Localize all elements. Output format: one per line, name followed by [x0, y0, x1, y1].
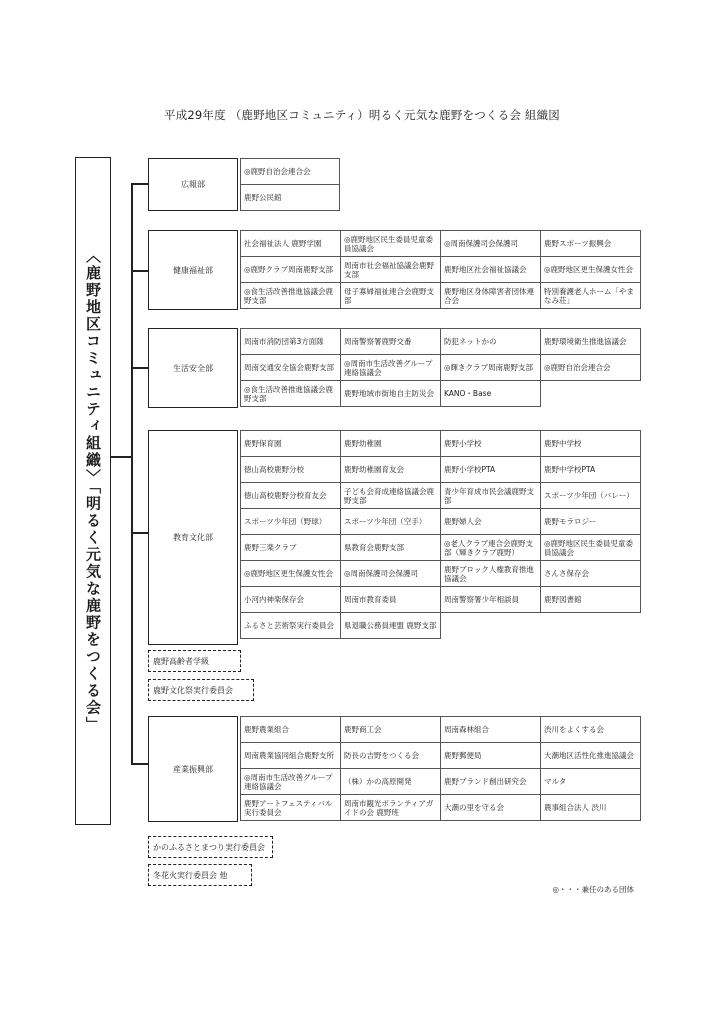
member-cell: 鹿野地区身体障害者団体連合会: [441, 283, 541, 309]
member-cell: ◎鹿野自治会連合会: [541, 355, 641, 381]
member-cell: 鹿野中学校PTA: [541, 457, 641, 483]
member-cell: 特別養護老人ホーム「やまなみ荘」: [541, 283, 641, 309]
member-cell: ◎鹿野地区民生委員児童委員協議会: [541, 535, 641, 561]
member-cell: 鹿野環境衛生推進協議会: [541, 329, 641, 355]
committee-koreisha: 鹿野高齢者学級: [148, 650, 241, 672]
member-cell: 子ども会育成連絡協議会鹿野支部: [341, 483, 441, 509]
member-cell: ◎周南保護司会保護司: [341, 561, 441, 587]
member-cell: 周南森林組合: [441, 717, 541, 743]
member-cell: ◎周南市生活改善グループ連絡協議会: [341, 355, 441, 381]
member-cell: スポーツ少年団（バレー）: [541, 483, 641, 509]
members-seikatsu: [240, 328, 641, 407]
member-cell: 鹿野ブランド創出研究会: [441, 769, 541, 795]
member-cell: 渋川をよくする会: [541, 717, 641, 743]
member-cell: 防犯ネットかの: [441, 329, 541, 355]
member-cell: ◎食生活改善推進協議会鹿野支部: [241, 381, 341, 407]
member-cell: 大潮の里を守る会: [441, 795, 541, 821]
member-cell: マルタ: [541, 769, 641, 795]
member-cell: 小河内神楽保存会: [241, 587, 341, 613]
member-cell: 鹿野小学校: [441, 431, 541, 457]
member-cell: ◎周南保護司会保護司: [441, 231, 541, 257]
dept-seikatsu: 生活安全部: [148, 328, 238, 408]
member-cell: 徳山高校鹿野分校: [241, 457, 341, 483]
member-cell: 鹿野幼稚園育友会: [341, 457, 441, 483]
member-cell: 鹿野アートフェスティバル実行委員会: [241, 795, 341, 821]
member-cell: 母子寡婦福祉連合会鹿野支部: [341, 283, 441, 309]
member-cell: 鹿野幼稚園: [341, 431, 441, 457]
member-cell: 鹿野公民館: [241, 185, 340, 211]
committee-fuyuhanabi: 冬花火実行委員会 他: [148, 864, 252, 886]
member-cell: KANO・Base: [441, 381, 541, 407]
members-koho: [240, 158, 340, 211]
member-cell: ふるさと芸術祭実行委員会: [241, 613, 341, 639]
member-cell: 鹿野図書館: [541, 587, 641, 613]
member-cell: 鹿野婦人会: [441, 509, 541, 535]
member-cell: さんさ保存会: [541, 561, 641, 587]
legend-note: ◎・・・兼任のある団体: [552, 885, 634, 894]
dept-kenko: 健康福祉部: [148, 230, 238, 310]
org-root-box: [75, 157, 111, 825]
member-cell: 鹿野郵便局: [441, 743, 541, 769]
page-title: 平成29年度 （鹿野地区コミュニティ）明るく元気な鹿野をつくる会 組織図: [164, 108, 560, 122]
member-cell: 鹿野商工会: [341, 717, 441, 743]
member-cell: 周南警察署少年相談員: [441, 587, 541, 613]
member-cell: 周南市社会福祉協議会鹿野支部: [341, 257, 441, 283]
member-cell: 鹿野三楽クラブ: [241, 535, 341, 561]
member-cell: ◎鹿野地区更生保護女性会: [241, 561, 341, 587]
members-sangyo: [240, 716, 641, 821]
member-cell: 鹿野中学校: [541, 431, 641, 457]
member-cell: ◎周南市生活改善グループ連絡協議会: [241, 769, 341, 795]
branch-kenko: [131, 270, 148, 272]
committee-bunkasai: 鹿野文化祭実行委員会: [148, 679, 254, 701]
member-cell: ◎老人クラブ連合会鹿野支部（輝きクラブ鹿野）: [441, 535, 541, 561]
member-cell: 鹿野ブロック人権教育推進協議会: [441, 561, 541, 587]
member-cell: スポーツ少年団（空手）: [341, 509, 441, 535]
member-cell: 社会福祉法人 鹿野学園: [241, 231, 341, 257]
root-connector: [111, 456, 131, 458]
branch-koho: [131, 183, 148, 185]
member-cell: 周南農業協同組合鹿野支所: [241, 743, 341, 769]
member-cell: （株）かの高原開発: [341, 769, 441, 795]
member-cell: ◎鹿野地区民生委員児童委員協議会: [341, 231, 441, 257]
member-cell: 周南市消防団第3方面隊: [241, 329, 341, 355]
member-cell: 鹿野地区社会福祉協議会: [441, 257, 541, 283]
member-cell: 鹿野地域市街地自主防災会: [341, 381, 441, 407]
member-cell: 周南市観光ボランティアガイドの会 鹿野班: [341, 795, 441, 821]
member-cell: 鹿野小学校PTA: [441, 457, 541, 483]
member-cell: 県教育会鹿野支部: [341, 535, 441, 561]
member-cell: 鹿野農業組合: [241, 717, 341, 743]
dept-koho: 広報部: [148, 158, 238, 211]
branch-seikatsu: [131, 367, 148, 369]
members-kenko: [240, 230, 641, 309]
dept-sangyo: 産業振興部: [148, 716, 238, 822]
member-cell: 県退職公務員連盟 鹿野支部: [341, 613, 441, 639]
member-cell: 青少年育成市民会議鹿野支部: [441, 483, 541, 509]
member-cell: 農事組合法人 渋川: [541, 795, 641, 821]
member-cell: スポーツ少年団（野球）: [241, 509, 341, 535]
empty-cell: [541, 381, 641, 407]
member-cell: ◎鹿野地区更生保護女性会: [541, 257, 641, 283]
member-cell: 大潮地区活性化推進協議会: [541, 743, 641, 769]
member-cell: ◎鹿野クラブ周南鹿野支部: [241, 257, 341, 283]
org-label: 〈鹿野地区コミュニティ組織〉「明るく元気な鹿野をつくる会」: [84, 247, 102, 734]
member-cell: 防長の吉野をつくる会: [341, 743, 441, 769]
members-kyoiku: [240, 430, 641, 639]
member-cell: 周南交通安全協会鹿野支部: [241, 355, 341, 381]
branch-kyoiku: [131, 532, 148, 534]
branch-sangyo: [131, 763, 148, 765]
empty-cell: [541, 613, 641, 639]
member-cell: 周南警察署鹿野交番: [341, 329, 441, 355]
empty-cell: [441, 613, 541, 639]
member-cell: 鹿野モラロジー: [541, 509, 641, 535]
member-cell: 徳山高校鹿野分校育友会: [241, 483, 341, 509]
member-cell: 周南市教育委員: [341, 587, 441, 613]
member-cell: ◎鹿野自治会連合会: [241, 159, 340, 185]
member-cell: 鹿野スポーツ振興会: [541, 231, 641, 257]
committee-furusato-matsuri: かのふるさとまつり実行委員会: [148, 836, 273, 858]
dept-kyoiku: 教育文化部: [148, 430, 238, 645]
member-cell: 鹿野保育園: [241, 431, 341, 457]
member-cell: ◎輝きクラブ周南鹿野支部: [441, 355, 541, 381]
member-cell: ◎食生活改善推進協議会鹿野支部: [241, 283, 341, 309]
